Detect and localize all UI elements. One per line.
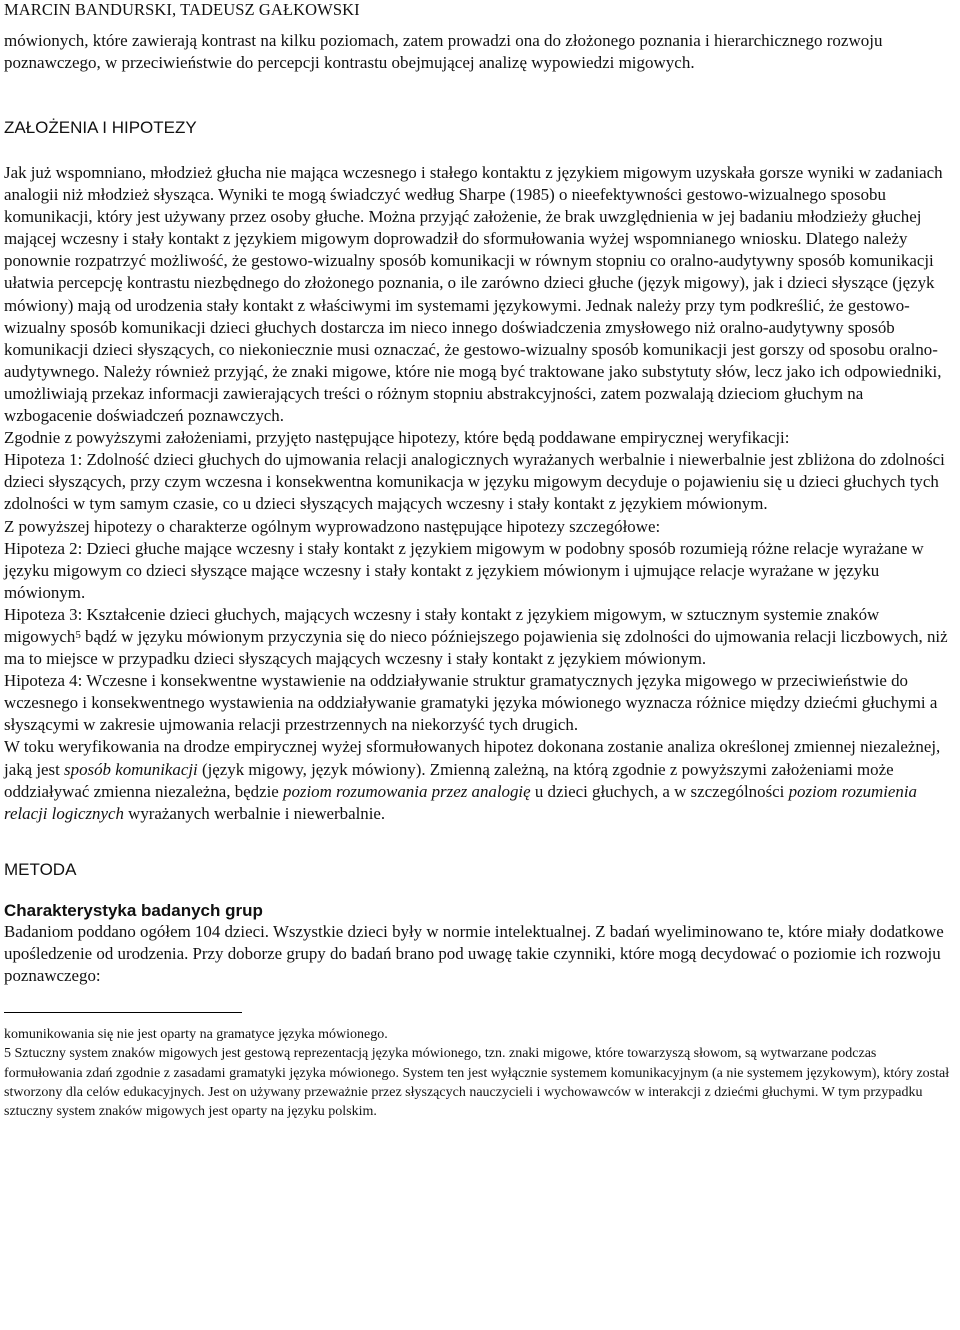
paragraph-assumptions: Jak już wspomniano, młodzież głucha nie mająca wczesnego i stałego kontaktu z językiem migowym uzyskała gorsze wyniki w zadaniach analogii niż młodzież słysząca. Wyniki te mogą świadczyć według Sharpe (1985) o nieefektywności gestowo-wizualnego sposobu komunikacji, który jest używany przez osoby głuche. Można przyjąć założenie, że brak uwzględnienia w jej badaniu młodzieży głuchej mającej wczesny i stały kontakt z językiem migowym doprowadził do sformułowania wyżej wspomnianego wniosku. Dlatego należy ponownie rozpatrzyć możliwość, że gestowo-wizualny sposób komunikacji w równym stopniu co oralno-audytywny sposób komunikacji ułatwia percepcję kontrastu niezbędnego do złożonego poznania, o ile zarówno dzieci głuche (język migowy), jak i dzieci słyszące (język mówiony) mają od urodzenia stały kontakt z właściwymi im systemami językowymi. Jednak należy przy tym podkreślić, że gestowo-wizualny sposób komunikacji dzieci głuchych dostarcza im nieco innego doświadczenia zmysłowego niż oralno-audytywny sposób komunikacji dzieci słyszących, co niekoniecznie musi oznaczać, że gestowo-wizualny sposób komunikacji jest gorszy od sposobu oralno-audytywnego. Należy również przyjąć, że znaki migowe, które nie mogą być traktowane jako substytuty słów, lecz jako ich odpowiedniki, umożliwiają przekaz informacji zawierających treści o różnym stopniu abstrakcyjności, zatem pozwalają dzieciom głuchym na wzbogacenie doświadczeń poznawczych.: [4, 163, 943, 426]
footnote-separator: [4, 1012, 242, 1013]
variables-text-g: wyrażanych werbalnie i niewerbalnie.: [123, 803, 386, 823]
hypothesis-3-text-a: Hipoteza 3: Kształcenie dzieci głuchych, mających wczesny i stały kontakt z językiem migowym, w sztucznym systemie znaków migowych: [4, 604, 880, 646]
section-heading-assumptions: ZAŁOŻENIA I HIPOTEZY: [4, 118, 197, 137]
variables-text-e: u dzieci głuchych, a w szczególności: [530, 781, 789, 801]
running-header: MARCIN BANDURSKI, TADEUSZ GAŁKOWSKI: [4, 0, 360, 19]
variables-text-c: (język migowy, język mówiony). Zmienną zależną, na którą zgodnie z powyższymi założeniami może oddziaływać zmienna niezależna, będzie: [4, 759, 894, 801]
footnote-continued: komunikowania się nie jest oparty na gramatyce języka mówionego.: [4, 1027, 388, 1043]
independent-variable: sposób komunikacji: [64, 759, 198, 779]
dependent-variable-detail: poziom rozumienia relacji logicznych: [4, 781, 917, 823]
paragraph-hypotheses-intro: Zgodnie z powyższymi założeniami, przyjęto następujące hipotezy, które będą poddawane empirycznej weryfikacji:: [4, 428, 790, 448]
variables-text-a: W toku weryfikowania na drodze empirycznej wyżej sformułowanych hipotez dokonana zostanie analiza określonej zmiennej niezależnej, jaką jest: [4, 737, 941, 779]
paragraph-variables: [4, 736, 952, 824]
paragraph-groups: Badaniom poddano ogółem 104 dzieci. Wszystkie dzieci były w normie intelektualnej. Z badań wyeliminowano te, które miały dodatkowe upośledzenie od urodzenia. Przy doborze grupy do badań brano pod uwagę takie czynniki, które mogą decydować o poziomie ich rozwoju poznawczego:: [4, 921, 944, 985]
paragraph-hypothesis-2: Hipoteza 2: Dzieci głuche mające wczesny i stały kontakt z językiem migowym w podobny sposób rozumieją różne relacje wyrażane w języku migowym co dzieci słyszące mające wczesny i stały kontakt z językiem mówionym i ujmujące relacje wyrażane w języku mówionym.: [4, 538, 924, 602]
paragraph-hypothesis-1: Hipoteza 1: Zdolność dzieci głuchych do ujmowania relacji analogicznych wyrażanych werbalnie i niewerbalnie jest zbliżona do zdolności dzieci słyszących, przy czym wczesna i konsekwentna komunikacja w języku migowym decyduje o pojawieniu się u dzieci głuchych tych zdolności w tym samym czasie, co u dzieci słyszących mających wczesny i stały kontakt z językiem mówionym.: [4, 450, 945, 514]
paragraph-specific-hypotheses: Z powyższej hipotezy o charakterze ogólnym wyprowadzono następujące hipotezy szczegółowe:: [4, 516, 661, 536]
footnote-ref-5[interactable]: 5: [75, 628, 81, 641]
intro-paragraph: mówionych, które zawierają kontrast na kilku poziomach, zatem prowadzi ona do złożonego poznania i hierarchicznego rozwoju poznawczego, w przeciwieństwie do percepcji kontrastu obejmującej analizę wypowiedzi migowych.: [4, 31, 883, 72]
section-heading-method: METODA: [4, 859, 77, 879]
subheading-groups: Charakterystyka badanych grup: [4, 900, 263, 920]
footnotes: [4, 1025, 952, 1121]
section-assumptions-body: [4, 162, 952, 825]
section-method-body: [4, 921, 952, 987]
paragraph-hypothesis-3: [4, 604, 952, 670]
footnote-5: 5 Sztuczny system znaków migowych jest gestową reprezentacją języka mówionego, tzn. znaki migowe, które towarzyszą słowom, są wytwarzane podczas formułowania zdań zgodnie z zasadami gramatyki języka mówionego. System ten jest wyłącznie systemem komunikacyjnym (a nie systemem językowym), który został stworzony dla celów edukacyjnych. Jest on używany przeważnie przez słyszących nauczycieli i wychowawców w interakcji z dziećmi głuchymi. W tym przypadku sztuczny system znaków migowych jest oparty na języku polskim.: [4, 1046, 950, 1119]
dependent-variable: poziom rozumowania przez analogię: [283, 781, 531, 801]
paragraph-hypothesis-4: Hipoteza 4: Wczesne i konsekwentne wystawienie na oddziaływanie struktur gramatycznych języka migowego w przeciwieństwie do wczesnego i konsekwentnego wystawienia na oddziaływanie gramatyki języka mówionego wyznacza różnice między dziećmi głuchymi a słyszącymi w zakresie ujmowania relacji przestrzennych na niekorzyść tych drugich.: [4, 671, 938, 735]
hypothesis-3-text-b: bądź w języku mówionym przyczynia się do nieco późniejszego pojawienia się zdolności do ujmowania relacji liczbowych, niż ma to miejsce w przypadku dzieci słyszących mających wczesny i stały kontakt z językiem mówionym.: [4, 626, 948, 669]
page: [4, 0, 952, 1121]
